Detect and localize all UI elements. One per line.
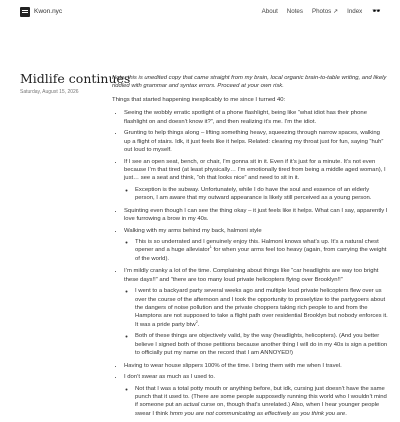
footnote-ref[interactable]: 1 (209, 244, 212, 250)
sub-list-item: ◦ I went to a backyard party several weeks ago and multiple loud private helicopters flew over us over the course of the afternoon and I took the opportunity to proselytize to the partygoers about the dangers of noise pollution and the private choppers taking rich people to and from the Hamptons are not supposed to take a flight path over residential Brooklyn but nobody enforces it. It was a pride party btw$^2$. (135, 287, 388, 329)
nav-link-index[interactable]: Index (347, 8, 363, 15)
post-body (112, 74, 388, 422)
footnote-ref[interactable]: 2 (195, 318, 198, 324)
main-nav (253, 7, 380, 17)
list-item: • If I see an open seat, bench, or chair, I’m gonna sit in it. Even if it’s just for a minute. It’s not even because I’m that tired (at least physically… I’m emotionally tired from being a middle aged woman), I just… see a seat and think, “oh that looks nice” and need to sit in it. ◦ Exception is the subway. Unfortunately, while I do have the soul and essence of an elderly person, I am aware that my outward appearance is likely still perceived as a young person. (124, 158, 388, 203)
post-meta (20, 71, 131, 95)
list-item: • Walking with my arms behind my back, halmoni style ◦ This is so underrated and I genuinely enjoy this. Halmoni knows what’s up. It’s a natural chest opener and a huge alleviator$^1$ for when your arms feel too heavy (again, from carrying the weight of the world). (124, 227, 388, 264)
nav-link-notes[interactable]: Notes (286, 8, 303, 15)
site-logo-icon[interactable] (20, 7, 30, 17)
sub-list (124, 186, 388, 203)
post-intro: Things that started happening inexplicably to me since I turned 40: (112, 96, 286, 103)
post-title: Midlife continues (20, 71, 131, 86)
post-list (112, 109, 388, 418)
sub-list (124, 287, 388, 357)
sub-list-item: ◦ Exception is the subway. Unfortunately, while I do have the soul and essence of an elderly person, I am aware that my outward appearance is likely still perceived as a young person. (135, 186, 388, 203)
list-item: • Seeing the wobbly erratic spotlight of a phone flashlight, being like “what idiot has their phone flashlight on and doesn’t know it?”, and then realizing it’s me. I’m the idiot. (124, 109, 388, 126)
sunglasses-icon[interactable]: 🕶️ (372, 8, 380, 15)
site-name-link[interactable]: Kwon.nyc (34, 8, 63, 15)
nav-link-photos[interactable]: Photos ↗ (311, 8, 339, 15)
sub-list-item: ◦ This is so underrated and I genuinely enjoy this. Halmoni knows what’s up. It’s a natural chest opener and a huge alleviator$^1$ for when your arms feel too heavy (again, from carrying the weight of the world). (135, 238, 388, 263)
sub-list (124, 238, 388, 263)
list-item: • Grunting to help things along – lifting something heavy, squeezing through narrow spaces, walking up a flight of stairs. Idk, it just feels like it helps. Related: clearing my throat just for fun, saying “huh” out loud to myself. (124, 129, 388, 154)
sub-list (124, 385, 388, 419)
list-item: • Squinting even though I can see the thing okay – it just feels like it helps. What can I say, apparently I love furrowing a brow in my 40s. (124, 207, 388, 224)
sub-list-item: ◦ Both of these things are objectively valid, by the way (headlights, helicopters). (And you better believe I signed both of those petitions because another thing I will do in my 40s is sign a petition to officially put my name on the record that I am ANNOYED!) (135, 332, 388, 357)
list-item: • I’m mildly cranky a lot of the time. Complaining about things like “car headlights are way too bright these days!!” and “there are too many loud private helicopters flying over Brooklyn!!” ◦ I went to a backyard party several weeks ago and multiple loud private helicopters flew over us over the course of the afternoon and I took the opportunity to proselytize to the partygoers about the dangers of noise pollution and the private choppers taking rich people to and from the Hamptons are not supposed to take a flight path over residential Brooklyn but nobody enforces it. It was a pride party btw$^2$. ◦ Both of these things are objectively valid, by the way (headlights, helicopters). (And you better believe I signed both of those petitions because another thing I will do in my 40s is sign a petition to officially put my name on the record that I am ANNOYED!) (124, 267, 388, 357)
site-header (0, 0, 400, 26)
post-date: Saturday, August 15, 2026 (20, 89, 79, 95)
sub-list-item: ◦ Not that I was a total potty mouth or anything before, but idk, cursing just doesn’t have the same punch that it used to. (There are some people supposedly running this world who I wouldn’t mind if someone put an actual curse on, though that’s unrelated.) Also, when I hear younger people swear I think hmm you are not communicating as effectively as you think you are. (135, 385, 388, 419)
editor-note: Note: this is unedited copy that came straight from my brain, local organic brain-to-table writing, and likely riddled with grammar and syntax errors. Proceed at your own risk. (112, 75, 387, 90)
list-item: • Having to wear house slippers 100% of the time. I bring them with me when I travel. (124, 362, 388, 370)
nav-link-about[interactable]: About (261, 8, 278, 15)
list-item: • I don’t swear as much as I used to. ◦ Not that I was a total potty mouth or anything before, but idk, cursing just doesn’t have the same punch that it used to. (There are some people supposedly running this world who I wouldn’t mind if someone put an actual curse on, though that’s unrelated.) Also, when I hear younger people swear I think hmm you are not communicating as effectively as you think you are. (124, 373, 388, 418)
